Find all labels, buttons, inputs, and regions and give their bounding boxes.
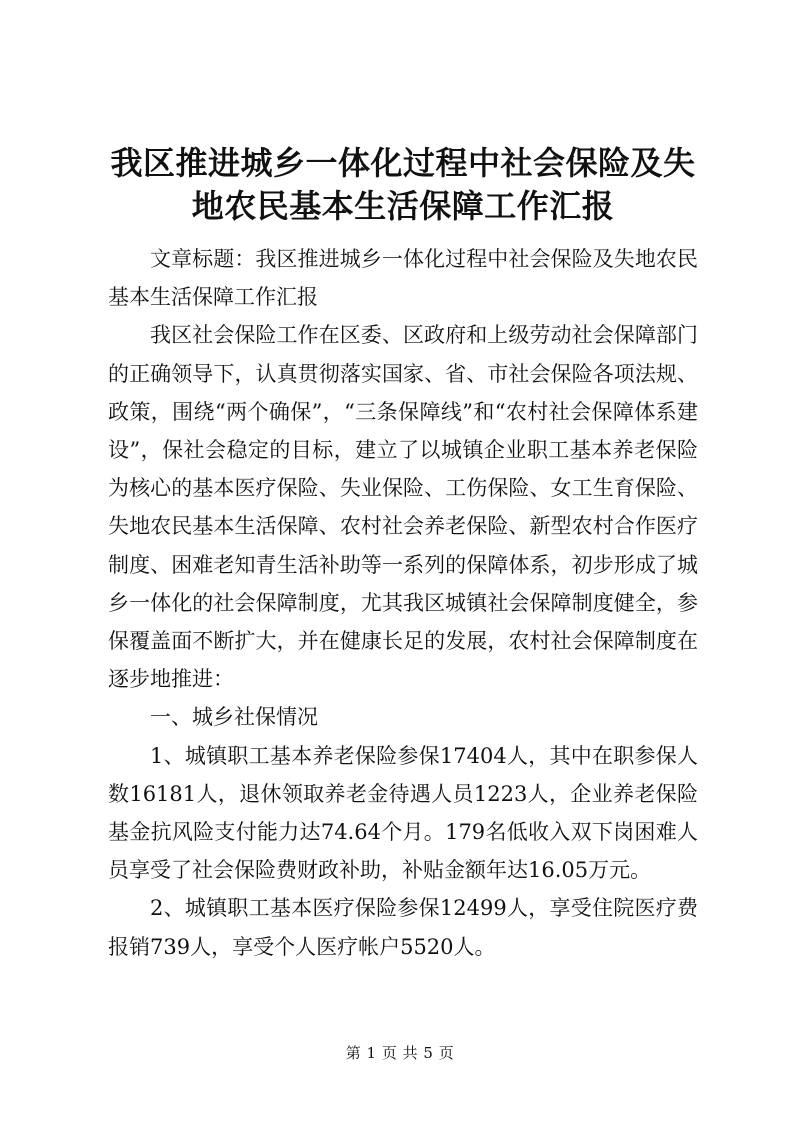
page-number-footer: 第 1 页 共 5 页 [345, 1044, 455, 1062]
paragraph-medical-insurance: 2、城镇职工基本医疗保险参保12499人，享受住院医疗费报销739人，享受个人医疗帐户5520人。 [108, 896, 698, 959]
paragraph-pension-insurance: 1、城镇职工基本养老保险参保17404人，其中在职参保人数16181人，退休领取养老金待遇人员1223人，企业养老保险基金抗风险支付能力达74.64个月。179名低收入双下岗困难人员享受了社会保险费财政补助，补贴金额年达16.05万元。 [108, 743, 698, 883]
document-title: 我区推进城乡一体化过程中社会保险及失地农民基本生活保障工作汇报 [110, 144, 696, 225]
paragraph-article-title: 文章标题：我区推进城乡一体化过程中社会保险及失地农民基本生活保障工作汇报 [108, 247, 698, 310]
section-heading: 一、城乡社保情况 [150, 705, 318, 730]
document-body [108, 240, 698, 966]
paragraph-intro: 我区社会保险工作在区委、区政府和上级劳动社会保障部门的正确领导下，认真贯彻落实国家、省、市社会保险各项法规、政策，围绕“两个确保”，“三条保障线”和“农村社会保障体系建设”，保社会稳定的目标，建立了以城镇企业职工基本养老保险为核心的基本医疗保险、失业保险、工伤保险、女工生育保险、失地农民基本生活保障、农村社会养老保险、新型农村合作医疗制度、困难老知青生活补助等一系列的保障体系，初步形成了城乡一体化的社会保障制度，尤其我区城镇社会保障制度健全，参保覆盖面不断扩大，并在健康长足的发展，农村社会保障制度在逐步地推进： [108, 323, 698, 692]
